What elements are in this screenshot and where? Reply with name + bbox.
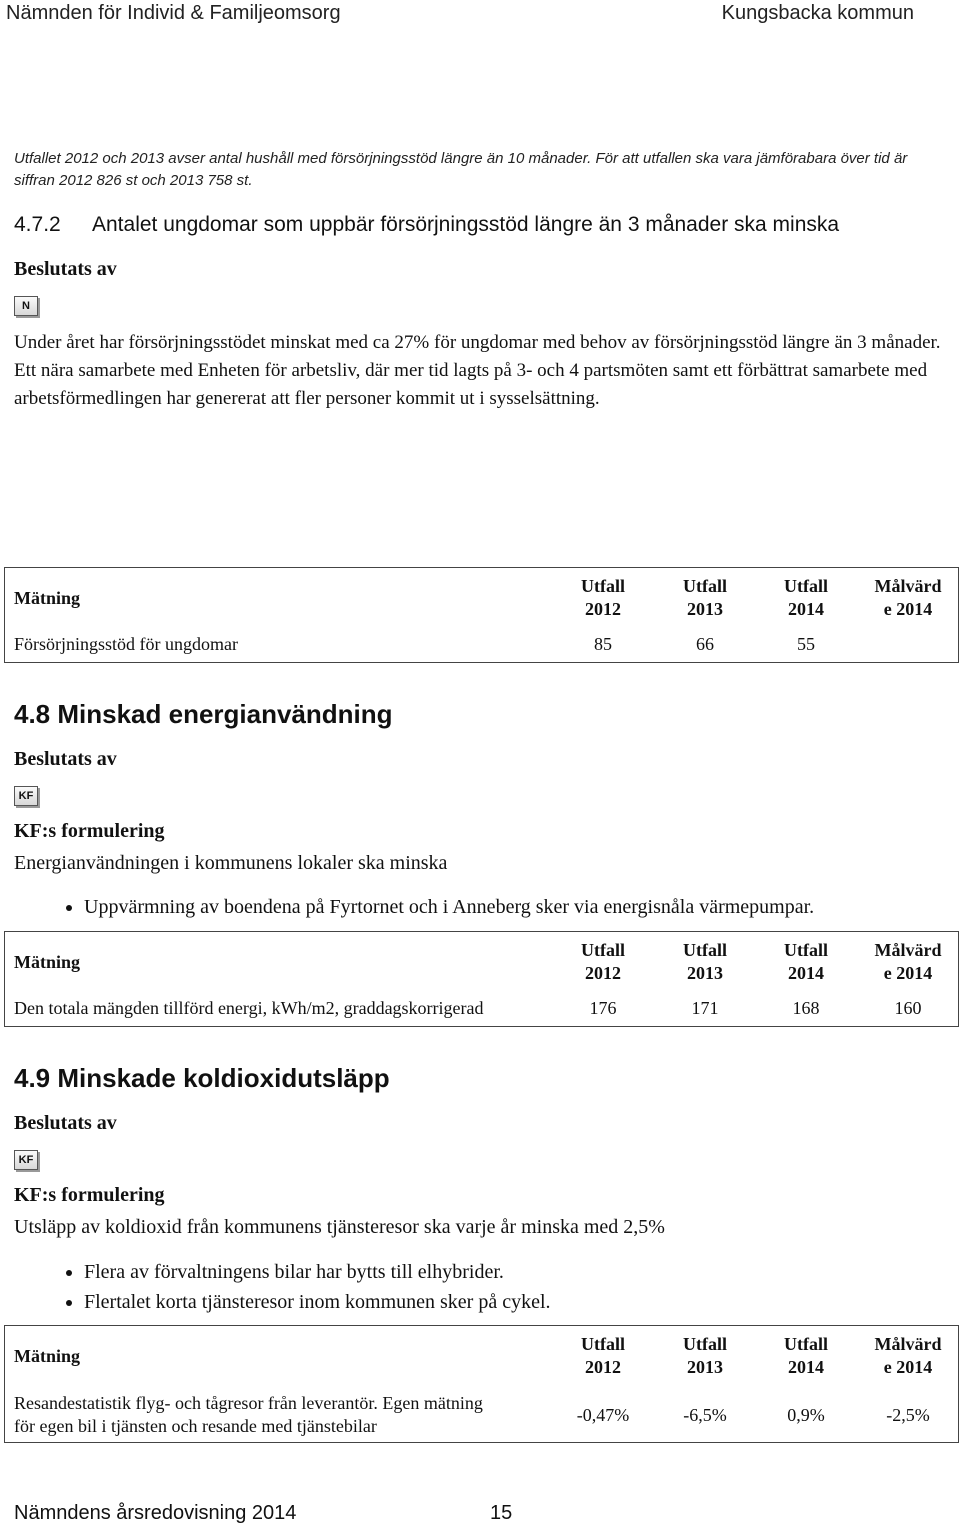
beslutats-av-label: Beslutats av <box>14 748 117 770</box>
table-cell-2012: 176 <box>589 998 617 1018</box>
section-4-7-2-heading <box>14 213 839 237</box>
col-header-utfall-2012: Utfall 2012 <box>581 1334 625 1377</box>
document-header-left: Nämnden för Individ & Familjeomsorg <box>6 2 341 24</box>
section-number: 4.7.2 <box>14 213 61 236</box>
document-header-right: Kungsbacka kommun <box>721 2 914 24</box>
table-cell-2013: -6,5% <box>683 1405 727 1425</box>
table-cell-2012: -0,47% <box>576 1405 630 1425</box>
section-4-8-heading: 4.8 Minskad energianvändning <box>14 699 393 729</box>
table-cell-2013: 171 <box>691 998 719 1018</box>
table-cell-target: -2,5% <box>886 1405 930 1425</box>
col-header-utfall-2013: Utfall 2013 <box>683 940 727 983</box>
table-label: Mätning <box>14 1346 81 1366</box>
intro-note: Utfallet 2012 och 2013 avser antal hushåll med försörjningsstöd längre än 10 månader. För att utfallen ska vara jämförabara över tid är siffran 2012 826 st och 2013 758 st. <box>14 150 908 189</box>
table-label: Mätning <box>14 588 81 608</box>
decision-n-icon: N <box>14 296 38 316</box>
table-cell-2014: 0,9% <box>787 1405 825 1425</box>
col-header-malvarde-2014: Målvärd e 2014 <box>874 1334 942 1377</box>
table-cell-2012: 85 <box>594 634 612 654</box>
section-4-9-heading: 4.9 Minskade koldioxidutsläpp <box>14 1063 390 1093</box>
section-4-7-2-paragraph: Under året har försörjningsstödet minskat med ca 27% för ungdomar med behov av försörjningsstöd längre än 3 månader. Ett nära samarbete med Enheten för arbetsliv, där mer tid lagts på 3- och 4 partsmöten samt ett förbättrat samarbete med arbetsförmedlingen har genererat att fler personer kommit ut i sysselsättning. <box>14 332 941 409</box>
decision-kf-icon: KF <box>14 1150 38 1170</box>
list-item: • Flertalet korta tjänsteresor inom kommunen sker på cykel. <box>84 1287 551 1317</box>
goal-text: Utsläpp av koldioxid från kommunens tjänsteresor ska varje år minska med 2,5% <box>14 1216 665 1238</box>
table-cell-2014: 55 <box>797 634 815 654</box>
list-item: • Flera av förvaltningens bilar har bytts till elhybrider. <box>84 1257 551 1287</box>
col-header-utfall-2013: Utfall 2013 <box>683 576 727 619</box>
table-label: Mätning <box>14 952 81 972</box>
table-row-name: Resandestatistik flyg- och tågresor från leverantör. Egen mätning för egen bil i tjänsten och resande med tjänstebilar <box>14 1393 483 1436</box>
col-header-utfall-2014: Utfall 2014 <box>784 576 828 619</box>
goal-text: Energianvändningen i kommunens lokaler ska minska <box>14 852 448 874</box>
table-cell-2014: 168 <box>792 998 820 1018</box>
footer-title: Nämndens årsredovisning 2014 <box>14 1502 297 1524</box>
kfs-formulering-label: KF:s formulering <box>14 820 165 842</box>
beslutats-av-label: Beslutats av <box>14 258 117 280</box>
col-header-malvarde-2014: Målvärd e 2014 <box>874 576 942 619</box>
page-number: 15 <box>490 1502 513 1524</box>
col-header-utfall-2014: Utfall 2014 <box>784 940 828 983</box>
kfs-formulering-label: KF:s formulering <box>14 1184 165 1206</box>
measurement-table-4-8 <box>4 931 959 1027</box>
beslutats-av-label: Beslutats av <box>14 1112 117 1134</box>
bullet-list <box>44 892 814 922</box>
measurement-table-4-7-2 <box>4 567 959 663</box>
table-cell-target: 160 <box>894 998 922 1018</box>
list-item: • Uppvärmning av boendena på Fyrtornet och i Anneberg sker via energisnåla värmepumpar. <box>84 892 814 922</box>
table-row-name: Den totala mängden tillförd energi, kWh/m2, graddagskorrigerad <box>14 998 484 1018</box>
table-row-name: Försörjningsstöd för ungdomar <box>14 634 238 654</box>
col-header-utfall-2012: Utfall 2012 <box>581 940 625 983</box>
decision-kf-icon: KF <box>14 786 38 806</box>
col-header-utfall-2014: Utfall 2014 <box>784 1334 828 1377</box>
table-cell-2013: 66 <box>696 634 714 654</box>
bullet-list <box>44 1257 551 1317</box>
col-header-utfall-2012: Utfall 2012 <box>581 576 625 619</box>
col-header-utfall-2013: Utfall 2013 <box>683 1334 727 1377</box>
measurement-table-4-9 <box>4 1325 959 1443</box>
col-header-malvarde-2014: Målvärd e 2014 <box>874 940 942 983</box>
section-title: Antalet ungdomar som uppbär försörjningsstöd längre än 3 månader ska minska <box>92 213 840 236</box>
